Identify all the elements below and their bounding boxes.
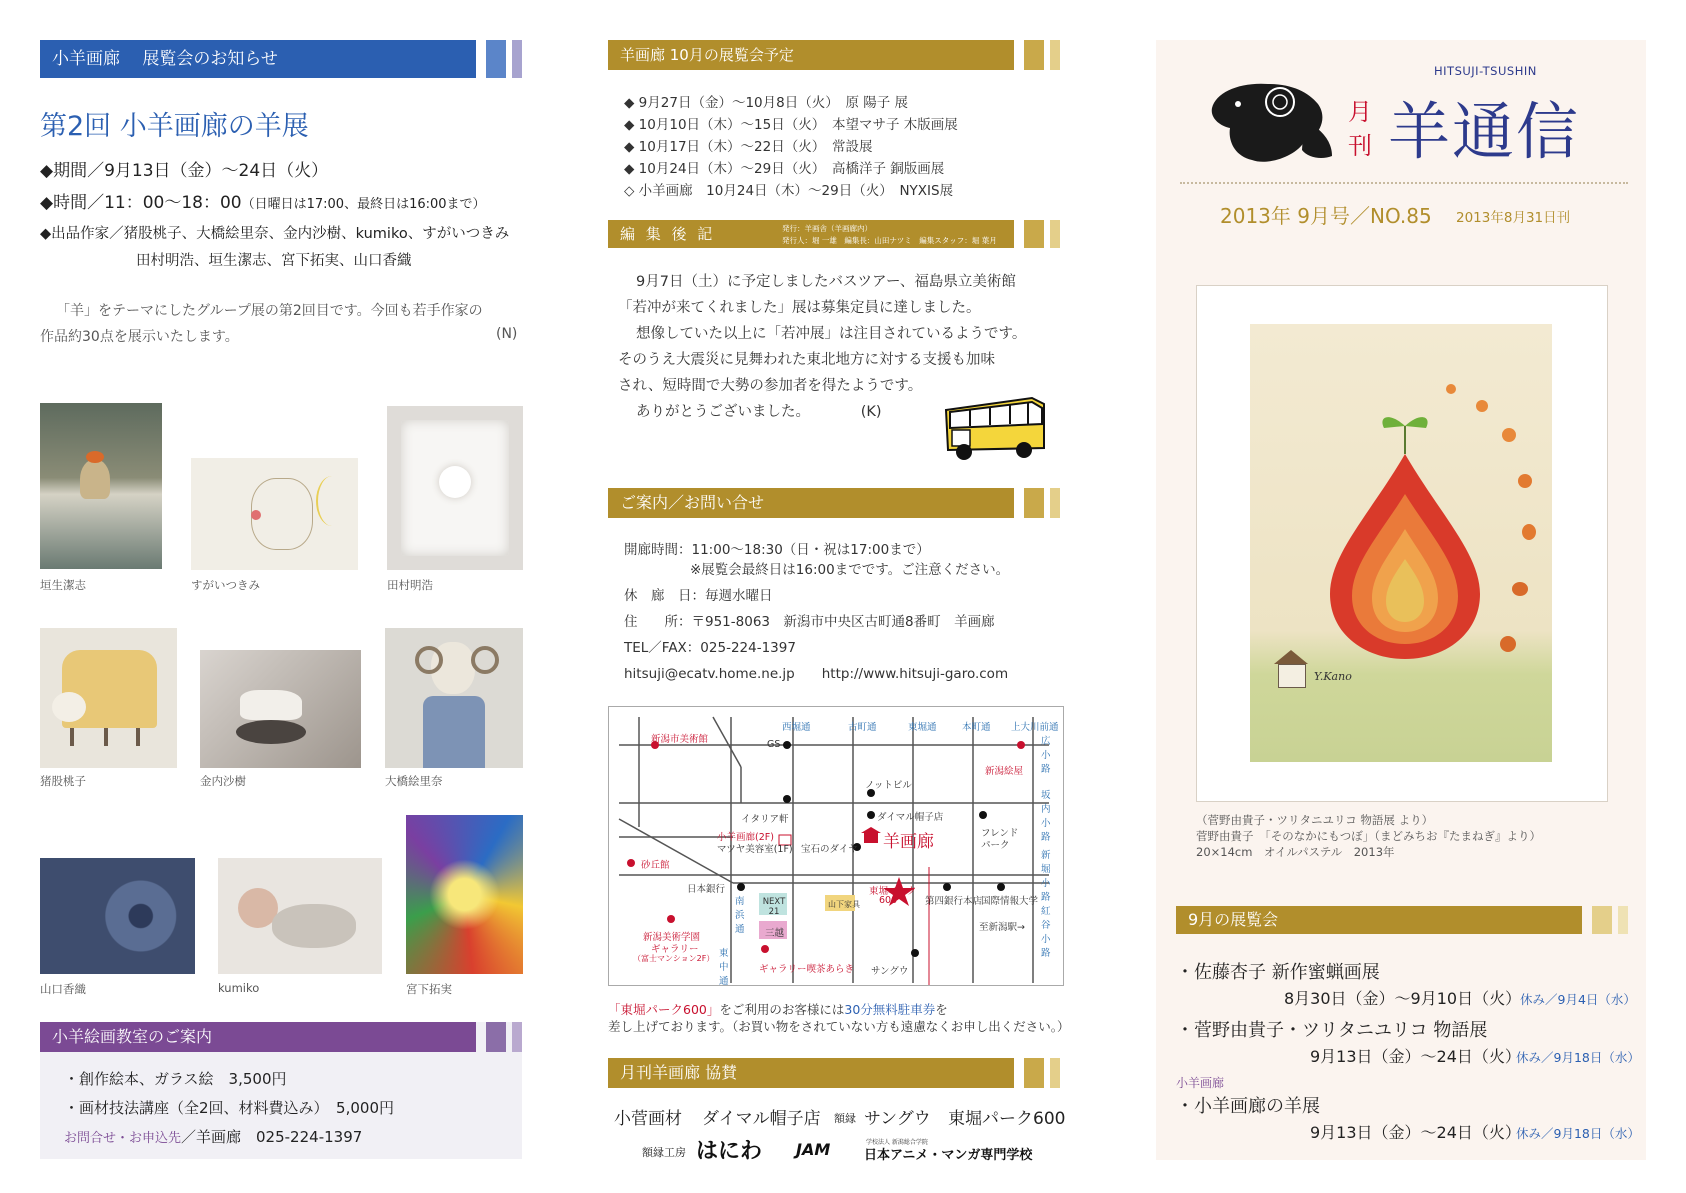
artwork-inomata	[40, 628, 177, 768]
painting-petal-1	[1446, 384, 1456, 394]
logo-monthly-2: 刊	[1348, 132, 1372, 160]
painting-petal-6	[1512, 582, 1528, 596]
map-next21: NEXT 21	[762, 897, 786, 917]
map-nihon-ginko: 日本銀行	[687, 884, 726, 895]
contact-hours-note: ※展覧会最終日は16:00までです。ご注意ください。	[690, 562, 1010, 578]
september-tab-2	[1618, 906, 1628, 934]
exhibition-period: ◆期間／9月13日（金）〜24日（火）	[40, 161, 329, 181]
map	[608, 706, 1064, 986]
intro-sign: (N)	[496, 326, 518, 342]
editor-line-5: され、短時間で大勢の参加者を得たようです。	[618, 378, 923, 394]
artwork-ohashi	[385, 628, 523, 768]
caption-yamaguchi: 山口香織	[40, 982, 86, 996]
map-shinbori: 新堀小路	[1041, 850, 1051, 903]
exhibition-3-note: 休み／9月18日（水）	[1516, 1126, 1640, 1141]
caption-miyashita: 宮下拓実	[406, 982, 452, 996]
map-street-honcho: 本町通	[962, 722, 991, 733]
exhibition-3-title: ・小羊画廊の羊展	[1176, 1096, 1320, 1117]
map-note-blue: 30分無料駐車券	[844, 1002, 936, 1017]
bus-illustration	[940, 392, 1050, 464]
logo-title: 羊通信	[1388, 95, 1581, 168]
exhibition-time	[40, 188, 486, 213]
october-item-4: ◆ 10月24日（木）〜29日（火） 高橋洋子 銅版画展	[624, 161, 945, 177]
september-header-label: 9月の展覧会	[1188, 910, 1279, 929]
exhibition-time-note: （日曜日は17:00、最終日は16:00まで）	[241, 197, 486, 212]
logo-divider	[1180, 182, 1628, 184]
header-tab-1	[486, 40, 506, 78]
map-sankoshi: 三越	[765, 928, 785, 939]
intro-line-1: 「羊」をテーマにしたグループ展の第2回目です。今回も若手作家の	[56, 303, 483, 319]
exhibition-2-dates: 9月13日（金）〜24日（火）	[1310, 1047, 1521, 1066]
editor-line-6: ありがとうございました。 (K)	[636, 404, 882, 420]
map-street-nishibori: 西堀通	[782, 722, 811, 733]
caption-kanauchi: 金内沙樹	[200, 774, 246, 788]
map-nottobiru: ノットビル	[865, 780, 912, 791]
painting-house	[1278, 664, 1306, 688]
artwork-yamaguchi	[40, 858, 195, 974]
map-yamashita: 山下家具	[828, 900, 860, 909]
sheep-logo-icon	[1208, 74, 1338, 174]
sponsor-gakuen-label: 額縁	[834, 1112, 856, 1125]
map-park600: 600	[879, 895, 898, 906]
contact-header	[608, 488, 1014, 518]
school-contact-value: ／羊画廊 025-224-1397	[181, 1128, 363, 1146]
exhibition-3-dates: 9月13日（金）〜24日（火）	[1310, 1123, 1521, 1142]
exhibition-1-title: ・佐藤杏子 新作蜜蝋画展	[1176, 962, 1380, 983]
map-street-higashibori: 東堀通	[908, 722, 937, 733]
caption-ohashi: 大橋絵里奈	[385, 774, 443, 788]
map-sakanai: 坂内小路	[1041, 790, 1051, 843]
painting-petal-4	[1518, 474, 1532, 488]
editor-credit-2: 発行人：堀 一雄 編集長：山田ナツミ 編集スタッフ：堀 葉月	[782, 236, 997, 245]
map-maya: マツヤ美容室(1F)	[717, 844, 793, 855]
contact-web[interactable]: hitsuji@ecatv.home.ne.jp http://www.hitsuji-garo.com	[624, 666, 1009, 682]
exhibition-2-note: 休み／9月18日（水）	[1516, 1050, 1640, 1065]
exhibition-time-main: ◆時間／11：00〜18：00	[40, 193, 242, 213]
sponsor-jam-name: 日本アニメ・マンガ専門学校	[864, 1148, 1033, 1163]
editor-tab-1	[1024, 220, 1044, 248]
exhibition-3-venue: 小羊画廊	[1176, 1076, 1225, 1090]
october-header	[608, 40, 1014, 70]
october-header-label: 羊画廊 10月の展覧会予定	[620, 46, 794, 64]
sponsor-tab-2	[1050, 1058, 1060, 1088]
map-note-text2: を	[935, 1002, 948, 1017]
exhibition-title: 第2回 小羊画廊の羊展	[40, 111, 309, 142]
sponsor-tab-1	[1024, 1058, 1044, 1088]
artwork-kumiko	[218, 858, 382, 974]
artists-line-2: 田村明浩、垣生潔志、宮下拓実、山口香織	[136, 253, 412, 269]
editor-line-1: 9月7日（土）に予定しましたバスツアー、福島県立美術館	[636, 274, 1016, 290]
school-header-label: 小羊絵画教室のご案内	[52, 1027, 213, 1046]
sponsor-jam-small: 学校法人 新潟総合学院	[866, 1139, 928, 1146]
contact-hours: 開廊時間：11:00〜18:30（日・祝は17:00まで）	[624, 542, 930, 558]
map-kohitsuji: 小羊画廊(2F)	[717, 832, 774, 843]
painting-caption-2: 菅野由貴子 「そのなかにもつぼ」（まどみちお『たまねぎ』より）	[1196, 829, 1541, 843]
contact-tab-2	[1050, 488, 1060, 518]
caption-kabuki: 垣生潔志	[40, 578, 86, 592]
october-tab-1	[1024, 40, 1044, 70]
caption-kumiko: kumiko	[218, 981, 260, 995]
map-sungoo: サングウ	[871, 966, 909, 977]
header-tab-2	[512, 40, 522, 78]
map-note-text1: をご利用のお客様には	[719, 1002, 845, 1017]
school-tab-2	[512, 1022, 522, 1052]
school-header	[40, 1022, 476, 1052]
map-note-red: 「東堀パーク600」	[608, 1002, 720, 1017]
map-hoseki: 宝石のダイヤ	[801, 844, 858, 855]
editor-credit-1: 発行：羊画舎（羊画廊内）	[782, 224, 872, 233]
exhibition-1-dates: 8月30日（金）〜9月10日（火）	[1284, 989, 1522, 1008]
artwork-sugai	[191, 458, 358, 570]
painting-house-roof	[1274, 650, 1308, 664]
map-momiji: 紅谷小路	[1041, 906, 1051, 959]
caption-inomata: 猪股桃子	[40, 774, 86, 788]
sponsor-header	[608, 1058, 1014, 1088]
editor-line-2: 「若冲が来てくれました」展は募集定員に達しました。	[618, 300, 981, 316]
map-to-station: 至新潟駅→	[979, 922, 1025, 933]
september-tab-1	[1592, 906, 1612, 934]
october-tab-2	[1050, 40, 1060, 70]
painting-petal-3	[1502, 428, 1516, 442]
editor-header-label: 編 集 後 記	[620, 225, 716, 243]
painting-caption-1: （菅野由貴子・ツリタニユリコ 物語展 より）	[1196, 813, 1434, 827]
map-gallery-arashi: ギャラリー喫茶あらき	[759, 964, 855, 975]
sponsor-sungoo: サングウ	[864, 1109, 931, 1129]
contact-tab-1	[1024, 488, 1044, 518]
map-fuji: （富士マンション2F）	[633, 954, 715, 963]
map-gallery: ギャラリー	[651, 944, 699, 955]
map-note-line-2: 差し上げております。（お買い物をされていない方も遠慮なくお申し出ください。）	[608, 1019, 1070, 1034]
painting-signature: Y.Kano	[1314, 670, 1352, 683]
sponsor-daimaru: ダイマル帽子店	[702, 1109, 821, 1129]
map-higashinaka: 東中通	[719, 948, 729, 987]
artwork-kabuki	[40, 403, 162, 569]
intro-line-2: 作品約30点を展示いたします。	[40, 329, 239, 345]
sponsor-park600: 東堀パーク600	[948, 1109, 1066, 1129]
map-hiro: 広小路	[1041, 736, 1051, 775]
artwork-kanauchi	[200, 650, 361, 768]
map-hitsuji-garo: 羊画廊	[883, 832, 934, 852]
map-higashibori-park: 東堀パーク	[869, 886, 917, 897]
sponsor-header-label: 月刊羊画廊 協賛	[620, 1063, 738, 1082]
logo-en: HITSUJI-TSUSHIN	[1434, 64, 1537, 78]
map-friend: フレンド	[981, 828, 1019, 839]
october-item-2: ◆ 10月10日（木）〜15日（火） 本望マサ子 木版画展	[624, 117, 958, 133]
september-header	[1176, 906, 1582, 934]
school-item-1: ・創作絵本、ガラス絵 3,500円	[64, 1070, 287, 1088]
map-street-furumachi: 古町通	[848, 722, 877, 733]
caption-sugai: すがいつきみ	[191, 578, 260, 592]
sponsor-haniwa: はにわ	[696, 1139, 763, 1164]
october-item-5: ◇ 小羊画廊 10月24日（木）〜29日（火） NYXIS展	[624, 183, 954, 199]
announcement-header	[40, 40, 476, 78]
october-item-3: ◆ 10月17日（木）〜22日（火） 常設展	[624, 139, 873, 155]
contact-closed: 休 廊 日：毎週水曜日	[624, 588, 773, 604]
map-minami-kyo: 南浜通	[735, 896, 745, 935]
contact-header-label: ご案内／お問い合せ	[620, 493, 765, 512]
school-contact-label: お問合せ・お申込先	[64, 1131, 182, 1146]
announcement-header-label: 小羊画廊 展覧会のお知らせ	[52, 49, 278, 69]
painting-petal-2	[1476, 400, 1488, 412]
map-daimaru: ダイマル帽子店	[877, 812, 944, 823]
artwork-tamura	[387, 406, 523, 570]
exhibition-2-title: ・菅野由貴子・ツリタニユリコ 物語展	[1176, 1020, 1488, 1041]
editor-line-4: そのうえ大震災に見舞われた東北地方に対する支援も加味	[618, 352, 995, 368]
exhibition-1-note: 休み／9月4日（水）	[1520, 992, 1636, 1007]
map-niigata-eya: 新潟絵屋	[985, 766, 1024, 777]
onion-drop-icon	[1320, 404, 1490, 664]
editor-tab-2	[1050, 220, 1060, 248]
painting-artwork	[1250, 324, 1552, 762]
issue-date: 2013年8月31日刊	[1456, 210, 1571, 226]
painting-petal-5	[1522, 524, 1536, 540]
map-sunaokan: 砂丘館	[641, 860, 670, 871]
school-contact	[64, 1126, 362, 1147]
logo-monthly-1: 月	[1348, 98, 1372, 126]
sponsor-jam-logo: JAM	[796, 1140, 831, 1159]
editor-line-3: 想像していた以上に「若冲展」は注目されているようです。	[636, 326, 1027, 342]
map-gakuen: 新潟美術学園	[643, 932, 701, 943]
sponsor-frame-label: 額縁工房	[642, 1146, 686, 1159]
map-italia: イタリア軒	[741, 814, 789, 825]
map-note-line-1	[608, 1000, 948, 1018]
map-kokusai: 国際情報大学	[981, 896, 1039, 907]
artists-line-1: ◆出品作家／猪股桃子、大橋絵里奈、金内沙樹、kumiko、すがいつきみ	[40, 226, 510, 242]
october-item-1: ◆ 9月27日（金）〜10月8日（火） 原 陽子 展	[624, 95, 909, 111]
school-tab-1	[486, 1022, 506, 1052]
sponsor-kosuge: 小菅画材	[614, 1109, 682, 1129]
issue-number: 2013年 9月号／NO.85	[1220, 204, 1432, 228]
artwork-miyashita	[406, 815, 523, 974]
map-niigata-museum: 新潟市美術館	[651, 734, 709, 745]
painting-petal-7	[1500, 636, 1516, 652]
map-daishi: 第四銀行本店	[925, 896, 983, 907]
painting-caption-3: 20×14cm オイルパステル 2013年	[1196, 845, 1395, 859]
school-item-2: ・画材技法講座（全2回、材料費込み） 5,000円	[64, 1099, 394, 1117]
map-park: パーク	[981, 840, 1010, 851]
map-street-kamiokawa: 上大川前通	[1011, 722, 1059, 733]
contact-address: 住 所：〒951-8063 新潟市中央区古町通8番町 羊画廊	[624, 614, 995, 630]
caption-tamura: 田村明浩	[387, 578, 433, 592]
map-gs: GS	[767, 739, 781, 750]
contact-tel: TEL／FAX：025-224-1397	[624, 640, 796, 656]
